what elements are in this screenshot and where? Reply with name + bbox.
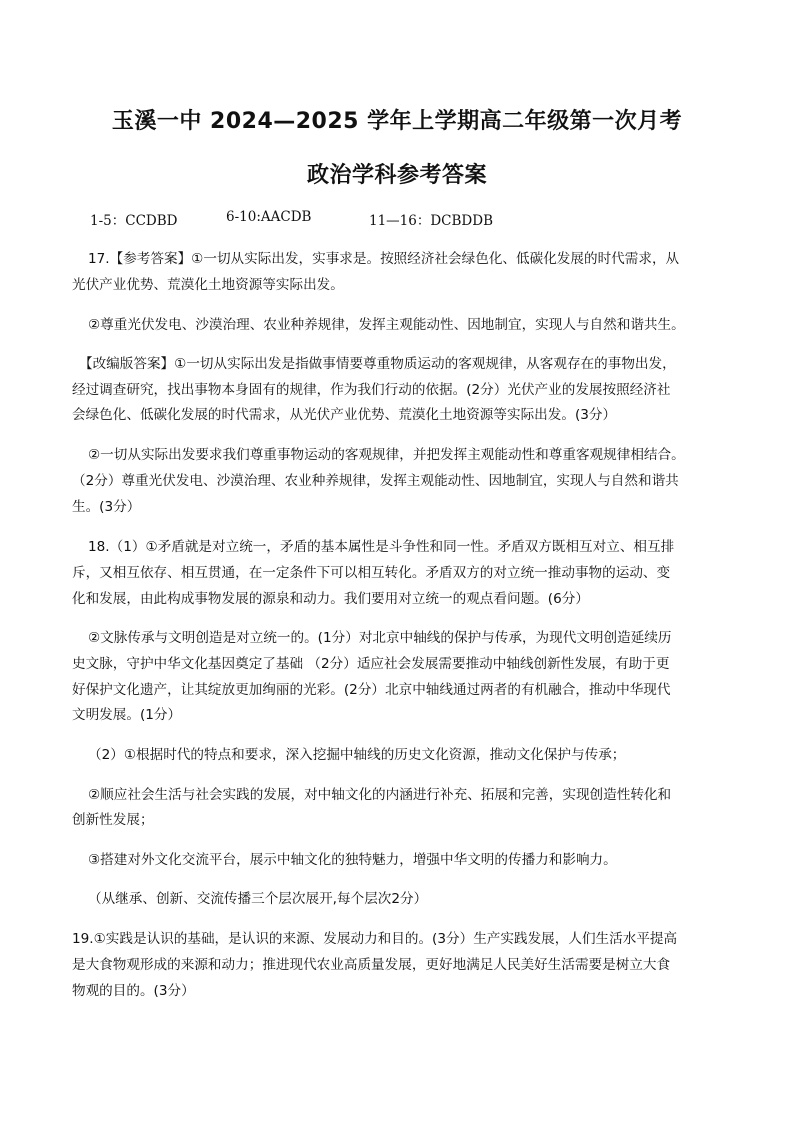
q18-scoring-note: （从继承、创新、交流传播三个层次展开,每个层次2分）	[88, 891, 428, 907]
q17-revised-line-2: 经过调查研究，找出事物本身固有的规律，作为我们行动的依据。(2分）光伏产业的发展按照经济社	[72, 382, 671, 398]
q17-revised-line-3: 会绿色化、低碳化发展的时代需求，从光伏产业优势、荒漠化土地资源等实际出发。(3分）	[72, 407, 617, 423]
q17-revised-line-4: ②一切从实际出发要求我们尊重事物运动的客观规律，并把发挥主观能动性和尊重客观规律相结合。	[88, 447, 685, 463]
q17-revised-line-1: 【改编版答案】①一切从实际出发是指做事情要尊重物质运动的客观规律，从客观存在的事物出发，	[79, 356, 676, 372]
q18-part2-line-1: （2）①根据时代的特点和要求，深入挖掘中轴线的历史文化资源，推动文化保护与传承；	[88, 747, 626, 763]
q18-line-6: 好保护文化遗产，让其绽放更加绚丽的光彩。(2分）北京中轴线通过两者的有机融合，推动中华现代	[72, 682, 671, 698]
q18-line-4: ②文脉传承与文明创造是对立统一的。(1分）对北京中轴线的保护与传承，为现代文明创造延续历	[88, 630, 672, 646]
q17-line-1: 17.【参考答案】①一切从实际出发，实事求是。按照经济社会绿色化、低碳化发展的时代需求，从	[88, 251, 680, 267]
page-title: 玉溪一中 2024—2025 学年上学期高二年级第一次月考	[111, 109, 683, 134]
q18-part2-line-4: ③搭建对外文化交流平台，展示中轴文化的独特魅力，增强中华文明的传播力和影响力。	[88, 852, 617, 868]
q17-revised-line-6: 生。(3分）	[72, 499, 141, 515]
mc-answer-11-16: 11—16：DCBDDB	[369, 213, 493, 229]
q18-part2-line-2: ②顺应社会生活与社会实践的发展，对中轴文化的内涵进行补充、拓展和完善，实现创造性转化和	[88, 787, 672, 803]
mc-answer-1-5: 1-5：CCDBD	[90, 213, 178, 229]
q17-revised-line-5: （2分）尊重光伏发电、沙漠治理、农业种养规律，发挥主观能动性、因地制宜，实现人与自然和谐共	[72, 473, 679, 489]
q18-line-5: 史文脉，守护中华文化基因奠定了基础 （2分）适应社会发展需要推动中轴线创新性发展，有助于更	[72, 656, 670, 672]
page-subtitle: 政治学科参考答案	[306, 163, 487, 188]
q18-line-2: 斥，又相互依存、相互贯通，在一定条件下可以相互转化。矛盾双方的对立统一推动事物的运动、变	[72, 565, 671, 581]
q19-line-1: 19.①实践是认识的基础，是认识的来源、发展动力和目的。(3分）生产实践发展，人们生活水平提高	[72, 931, 678, 947]
q18-part2-line-3: 创新性发展；	[72, 812, 154, 828]
q17-line-3: ②尊重光伏发电、沙漠治理、农业种养规律，发挥主观能动性、因地制宜，实现人与自然和谐共生。	[88, 317, 685, 333]
q18-line-1: 18.（1）①矛盾就是对立统一，矛盾的基本属性是斗争性和同一性。矛盾双方既相互对立、相互排	[88, 539, 675, 555]
q18-line-7: 文明发展。(1分）	[72, 707, 182, 723]
q18-line-3: 化和发展，由此构成事物发展的源泉和动力。我们要用对立统一的观点看问题。(6分）	[72, 591, 589, 607]
q19-line-2: 是大食物观形成的来源和动力；推进现代农业高质量发展，更好地满足人民美好生活需要是树立大食	[72, 957, 671, 973]
q19-line-3: 物观的目的。(3分）	[72, 983, 195, 999]
q17-line-2: 光伏产业优势、荒漠化土地资源等实际出发。	[72, 277, 344, 293]
mc-answer-6-10: 6-10:AACDB	[226, 209, 312, 225]
